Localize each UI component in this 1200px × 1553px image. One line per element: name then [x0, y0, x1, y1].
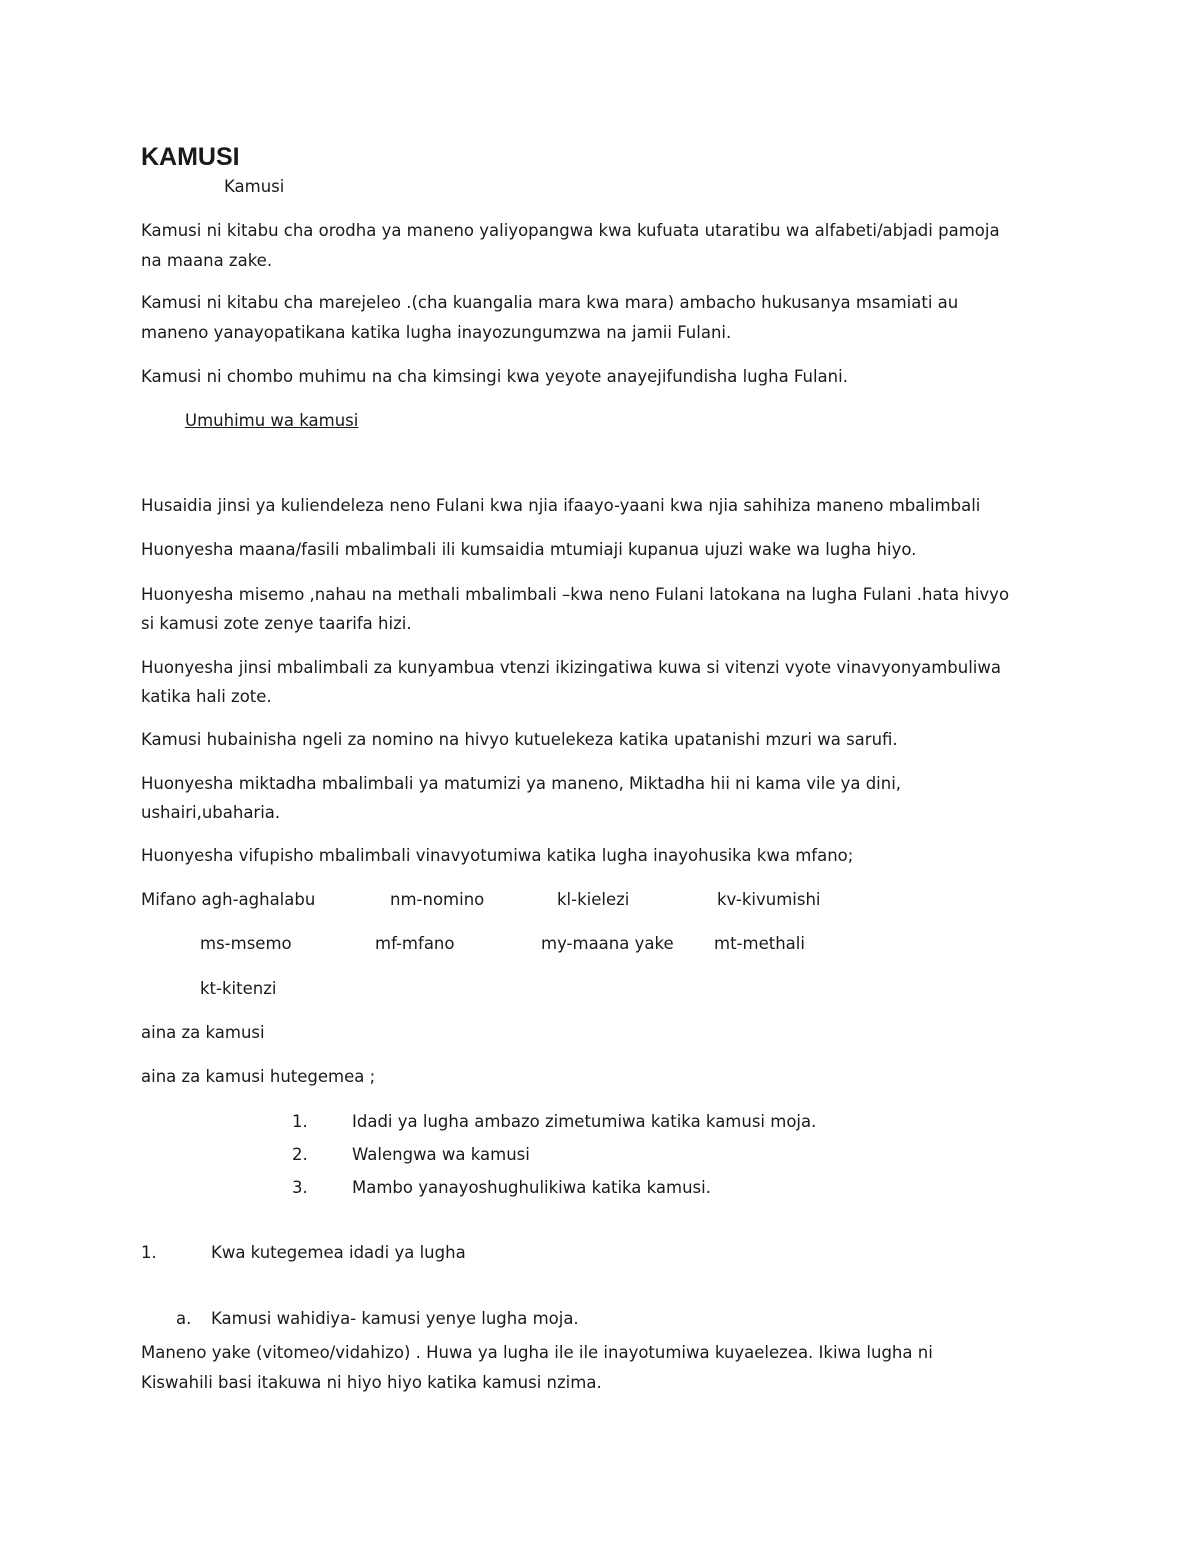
aina-list-number-1: 1.: [292, 1112, 308, 1131]
umuhimu-item-6-line-2: ushairi,ubaharia.: [141, 803, 281, 822]
closing-line-2: Kiswahili basi itakuwa ni hiyo hiyo katika kamusi nzima.: [141, 1373, 602, 1392]
abbreviation-agh: Mifano agh-aghalabu: [141, 890, 316, 909]
aina-list-item-2: Walengwa wa kamusi: [352, 1145, 530, 1164]
aina-list-number-3: 3.: [292, 1178, 308, 1197]
abbreviation-nm: nm-nomino: [390, 890, 485, 909]
umuhimu-item-5: Kamusi hubainisha ngeli za nomino na hivyo kutuelekeza katika upatanishi mzuri wa sarufi.: [141, 730, 898, 749]
abbreviation-mf: mf-mfano: [375, 934, 455, 953]
aina-list-number-2: 2.: [292, 1145, 308, 1164]
section-1-heading: Kwa kutegemea idadi ya lugha: [211, 1243, 466, 1262]
closing-line-1: Maneno yake (vitomeo/vidahizo) . Huwa ya lugha ile ile inayotumiwa kuyaelezea. Ikiwa lugha ni: [141, 1343, 933, 1362]
definition-3: Kamusi ni chombo muhimu na cha kimsingi kwa yeyote anayejifundisha lugha Fulani.: [141, 367, 848, 386]
umuhimu-item-3-line-1: Huonyesha misemo ,nahau na methali mbalimbali –kwa neno Fulani latokana na lugha Fulani .hata hivyo: [141, 585, 1010, 604]
section-1a-letter: a.: [176, 1309, 192, 1328]
umuhimu-heading: Umuhimu wa kamusi: [185, 411, 359, 430]
umuhimu-item-2: Huonyesha maana/fasili mbalimbali ili kumsaidia mtumiaji kupanua ujuzi wake wa lugha hiyo.: [141, 540, 917, 559]
aina-intro: aina za kamusi hutegemea ;: [141, 1067, 376, 1086]
definition-2-line-1: Kamusi ni kitabu cha marejeleo .(cha kuangalia mara kwa mara) ambacho hukusanya msamiati au: [141, 293, 959, 312]
subtitle: Kamusi: [224, 177, 285, 196]
document-title: KAMUSI: [141, 143, 240, 171]
definition-2-line-2: maneno yanayopatikana katika lugha inayozungumzwa na jamii Fulani.: [141, 323, 732, 342]
abbreviation-kv: kv-kivumishi: [717, 890, 821, 909]
abbreviation-my: my-maana yake: [541, 934, 674, 953]
section-1-number: 1.: [141, 1243, 157, 1262]
section-1a-text: Kamusi wahidiya- kamusi yenye lugha moja.: [211, 1309, 579, 1328]
umuhimu-item-6-line-1: Huonyesha miktadha mbalimbali ya matumizi ya maneno, Miktadha hii ni kama vile ya dini,: [141, 774, 902, 793]
umuhimu-item-3-line-2: si kamusi zote zenye taarifa hizi.: [141, 614, 412, 633]
aina-list-item-3: Mambo yanayoshughulikiwa katika kamusi.: [352, 1178, 711, 1197]
abbreviation-kt: kt-kitenzi: [200, 979, 277, 998]
abbreviation-mt: mt-methali: [714, 934, 805, 953]
abbreviation-kl: kl-kielezi: [557, 890, 630, 909]
umuhimu-item-7: Huonyesha vifupisho mbalimbali vinavyotumiwa katika lugha inayohusika kwa mfano;: [141, 846, 854, 865]
definition-1-line-2: na maana zake.: [141, 251, 273, 270]
umuhimu-item-4-line-1: Huonyesha jinsi mbalimbali za kunyambua vtenzi ikizingatiwa kuwa si vitenzi vyote vinavyonyambuliwa: [141, 658, 1001, 677]
aina-list-item-1: Idadi ya lugha ambazo zimetumiwa katika kamusi moja.: [352, 1112, 817, 1131]
aina-heading: aina za kamusi: [141, 1023, 265, 1042]
umuhimu-item-4-line-2: katika hali zote.: [141, 687, 272, 706]
abbreviation-ms: ms-msemo: [200, 934, 292, 953]
umuhimu-item-1: Husaidia jinsi ya kuliendeleza neno Fulani kwa njia ifaayo-yaani kwa njia sahihiza maneno mbalimbali: [141, 496, 981, 515]
definition-1-line-1: Kamusi ni kitabu cha orodha ya maneno yaliyopangwa kwa kufuata utaratibu wa alfabeti/abjadi pamoja: [141, 221, 1000, 240]
